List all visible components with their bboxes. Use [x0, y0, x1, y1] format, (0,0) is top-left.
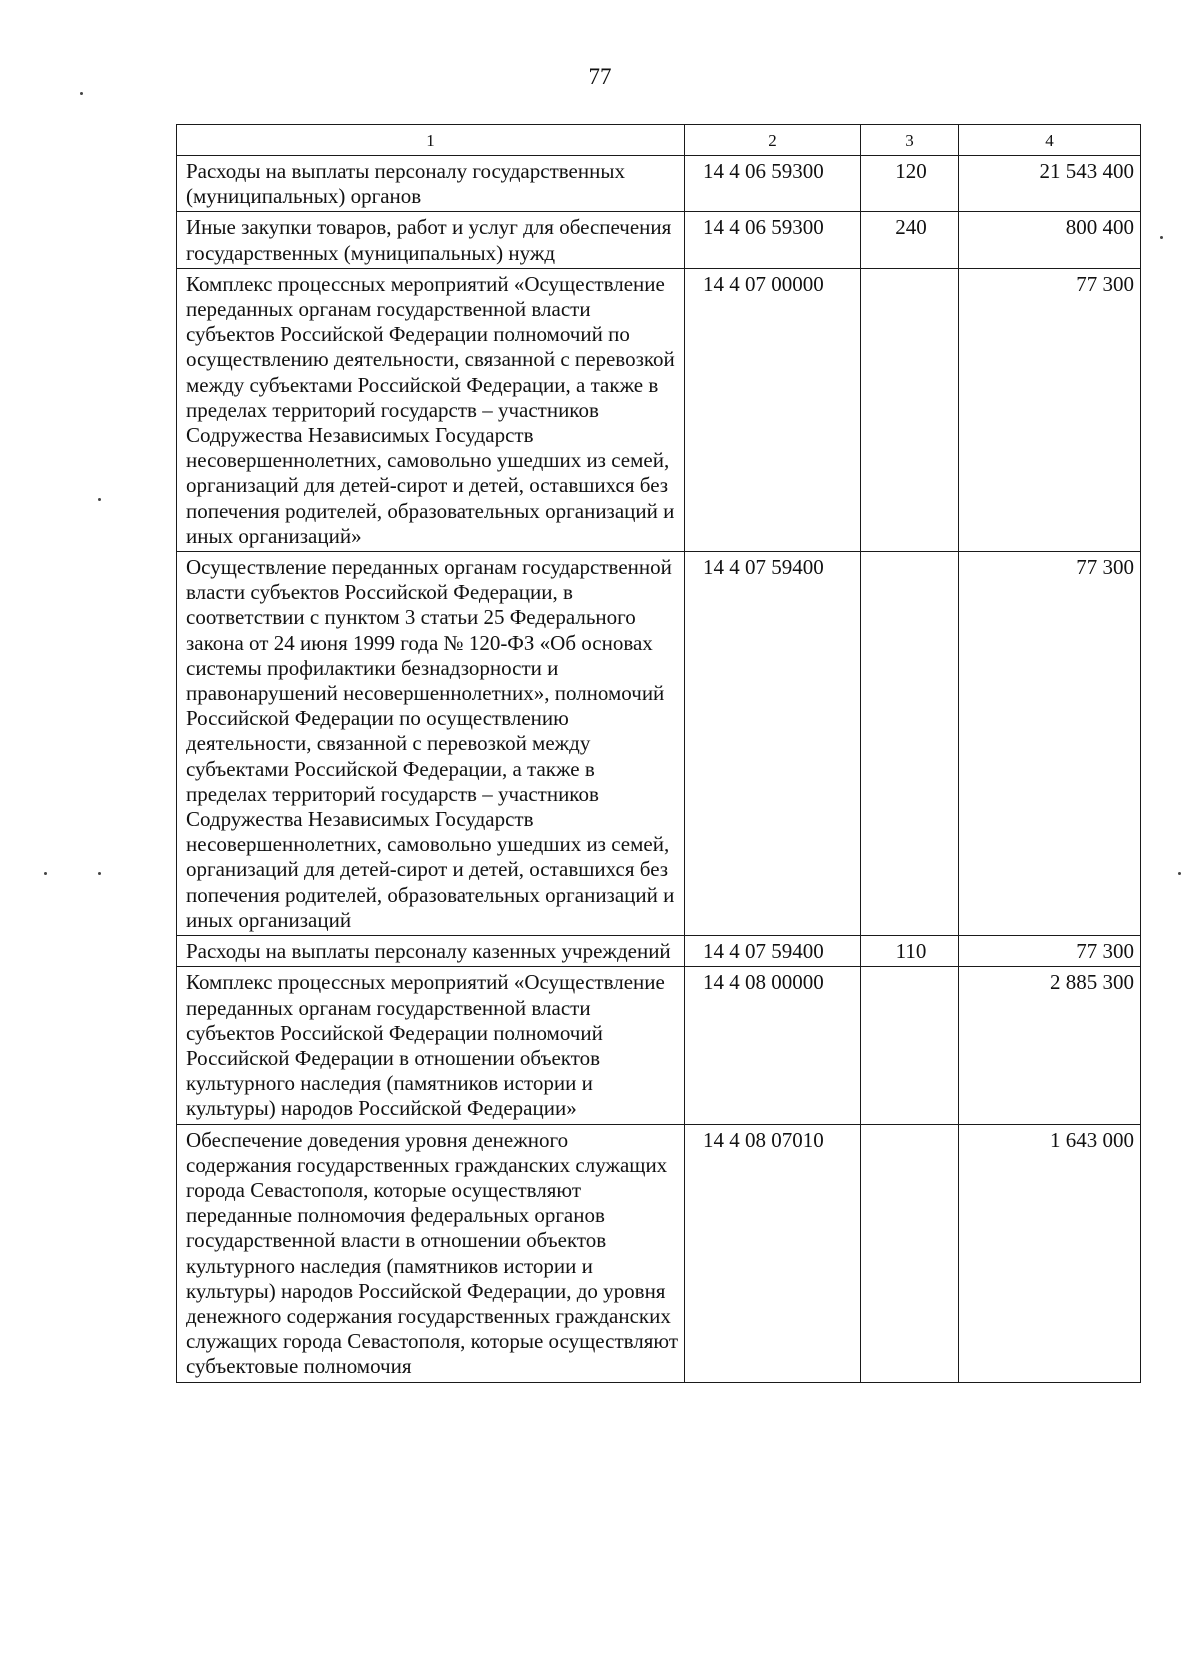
row-code: 14 4 07 59400: [685, 936, 861, 967]
row-sum: 800 400: [959, 212, 1141, 268]
table-row: [177, 156, 1141, 212]
table-row: [177, 212, 1141, 268]
row-type: 110: [861, 936, 959, 967]
table-row: [177, 967, 1141, 1124]
column-header: 3: [861, 125, 959, 156]
row-code: 14 4 08 07010: [685, 1124, 861, 1382]
row-name: Комплекс процессных мероприятий «Осуществление переданных органам государственной власти субъектов Российской Федерации полномочий Российской Федерации в отношении объектов культурного наследия (памятников истории и культуры) народов Российской Федерации»: [177, 967, 685, 1124]
column-header: 1: [177, 125, 685, 156]
page-number: 77: [588, 64, 612, 89]
scan-speck: [80, 92, 83, 95]
row-code: 14 4 06 59300: [685, 156, 861, 212]
table-row: [177, 552, 1141, 936]
row-name: Расходы на выплаты персоналу государственных (муниципальных) органов: [177, 156, 685, 212]
row-name: Осуществление переданных органам государственной власти субъектов Российской Федерации, в соответствии с пунктом 3 статьи 25 Федерального закона от 24 июня 1999 года № 120-ФЗ «Об основах системы профилактики безнадзорности и правонарушений несовершеннолетних», полномочий Российской Федерации по осуществлению деятельности, связанной с перевозкой между субъектами Российской Федерации, а также в пределах территорий государств – участников Содружества Независимых Государств несовершеннолетних, самовольно ушедших из семей, организаций для детей-сирот и детей, оставшихся без попечения родителей, образовательных организаций и иных организаций: [177, 552, 685, 936]
row-name: Иные закупки товаров, работ и услуг для обеспечения государственных (муниципальных) нужд: [177, 212, 685, 268]
scan-speck: [44, 872, 47, 875]
column-header: 2: [685, 125, 861, 156]
row-code: 14 4 08 00000: [685, 967, 861, 1124]
row-code: 14 4 06 59300: [685, 212, 861, 268]
table-header-row: [177, 125, 1141, 156]
row-type: [861, 552, 959, 936]
table-row: [177, 268, 1141, 551]
row-sum: 77 300: [959, 936, 1141, 967]
table-row: [177, 1124, 1141, 1382]
row-type: [861, 967, 959, 1124]
budget-table: [176, 124, 1141, 1383]
row-name: Расходы на выплаты персоналу казенных учреждений: [177, 936, 685, 967]
table-row: [177, 936, 1141, 967]
row-sum: 21 543 400: [959, 156, 1141, 212]
row-sum: 77 300: [959, 552, 1141, 936]
row-sum: 2 885 300: [959, 967, 1141, 1124]
column-header: 4: [959, 125, 1141, 156]
row-code: 14 4 07 00000: [685, 268, 861, 551]
row-sum: 1 643 000: [959, 1124, 1141, 1382]
row-sum: 77 300: [959, 268, 1141, 551]
scan-speck: [98, 872, 101, 875]
row-code: 14 4 07 59400: [685, 552, 861, 936]
row-name: Обеспечение доведения уровня денежного содержания государственных гражданских служащих города Севастополя, которые осуществляют переданные полномочия федеральных органов государственной власти в отношении объектов культурного наследия (памятников истории и культуры) народов Российской Федерации, до уровня денежного содержания государственных гражданских служащих города Севастополя, которые осуществляют субъектовые полномочия: [177, 1124, 685, 1382]
row-type: [861, 268, 959, 551]
row-type: [861, 1124, 959, 1382]
row-name: Комплекс процессных мероприятий «Осуществление переданных органам государственной власти субъектов Российской Федерации полномочий по осуществлению деятельности, связанной с перевозкой между субъектами Российской Федерации, а также в пределах территорий государств – участников Содружества Независимых Государств несовершеннолетних, самовольно ушедших из семей, организаций для детей-сирот и детей, оставшихся без попечения родителей, образовательных организаций и иных организаций»: [177, 268, 685, 551]
row-type: 120: [861, 156, 959, 212]
scan-speck: [98, 498, 101, 501]
scan-speck: [1178, 872, 1181, 875]
scan-speck: [1160, 236, 1163, 239]
row-type: 240: [861, 212, 959, 268]
